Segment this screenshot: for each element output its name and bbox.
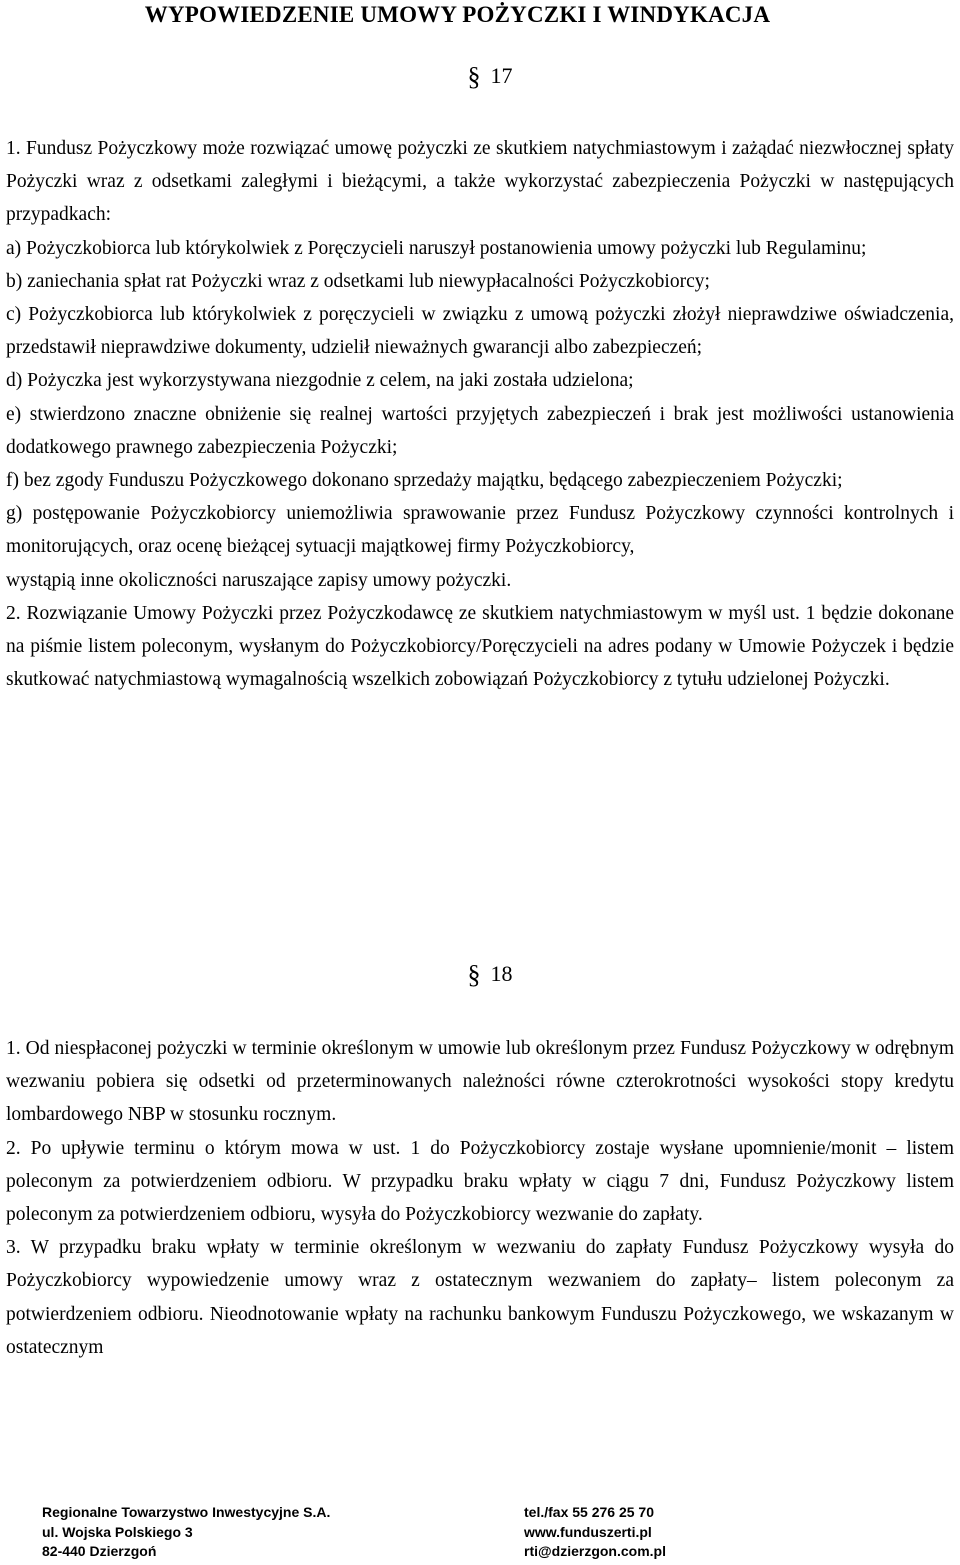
section-sign-icon: §: [467, 62, 481, 91]
paragraph: 1. Fundusz Pożyczkowy może rozwiązać umowę pożyczki ze skutkiem natychmiastowym i zażądać niezwłocznej spłaty Pożyczki wraz z odsetkami zaległymi i bieżącymi, a także wykorzystać zabezpieczenia Pożyczki w następujących przypadkach:: [6, 138, 954, 226]
list-item-c: c) Pożyczkobiorca lub którykolwiek z poręczycieli w związku z umową pożyczki złożył nieprawdziwe oświadczenia, przedstawił nieprawdziwe dokumenty, udzielił nieważnych gwarancji albo zabezpieczeń;: [6, 304, 954, 359]
paragraph: 2. Po upływie terminu o którym mowa w ust. 1 do Pożyczkobiorcy zostaje wysłane upomnienie/monit – listem poleconym za potwierdzeniem odbioru. W przypadku braku wpłaty w ciągu 7 dni, Fundusz Pożyczkowy listem poleconym za potwierdzeniem odbioru, wysyła do Pożyczkobiorcy wezwanie do zapłaty.: [6, 1137, 954, 1226]
section-heading-18: [0, 960, 960, 990]
footer-phone: tel./fax 55 276 25 70: [524, 1504, 654, 1520]
section-17-body: [6, 132, 954, 696]
section-number: 18: [490, 961, 513, 986]
list-item-f: f) bez zgody Funduszu Pożyczkowego dokonano sprzedaży majątku, będącego zabezpieczeniem Pożyczki;: [6, 470, 843, 492]
section-18-body: [6, 1032, 954, 1364]
footer-website[interactable]: www.funduszerti.pl: [524, 1523, 652, 1540]
section-heading-17: [0, 62, 960, 92]
list-item-b: b) zaniechania spłat rat Pożyczki wraz z odsetkami lub niewypłacalności Pożyczkobiorcy;: [6, 270, 710, 292]
footer-street: ul. Wojska Polskiego 3: [42, 1523, 193, 1540]
footer-company: Regionalne Towarzystwo Inwestycyjne S.A.: [42, 1504, 331, 1520]
section-sign-icon: §: [467, 960, 481, 989]
paragraph: 3. W przypadku braku wpłaty w terminie określonym w wezwaniu do zapłaty Fundusz Pożyczkowy wysyła do Pożyczkobiorcy wypowiedzenie umowy wraz z ostatecznym wezwaniem do zapłaty– listem poleconym za potwierdzeniem odbioru. Nieodnotowanie wpłaty na rachunku bankowym Funduszu Pożyczkowego, we wskazanym w ostatecznym: [6, 1237, 954, 1358]
footer-city: 82-440 Dzierzgoń: [42, 1543, 157, 1559]
footer-address: [42, 1503, 330, 1562]
list-item-a: a) Pożyczkobiorca lub którykolwiek z Poręczycieli naruszył postanowienia umowy pożyczki lub Regulaminu;: [6, 237, 867, 259]
list-item-e: e) stwierdzono znaczne obniżenie się realnej wartości przyjętych zabezpieczeń i brak jest możliwości ustanowienia dodatkowego prawnego zabezpieczenia Pożyczki;: [6, 403, 954, 458]
page-footer: [0, 1503, 960, 1565]
document-title: WYPOWIEDZENIE UMOWY POŻYCZKI I WINDYKACJA: [144, 2, 771, 27]
list-item-g: g) postępowanie Pożyczkobiorcy uniemożliwia sprawowanie przez Fundusz Pożyczkowy czynności kontrolnych i monitorujących, oraz ocenę bieżącej sytuacji majątkowej firmy Pożyczkobiorcy,: [6, 503, 954, 558]
paragraph: 2. Rozwiązanie Umowy Pożyczki przez Pożyczkodawcę ze skutkiem natychmiastowym w myśl ust. 1 będzie dokonane na piśmie listem poleconym, wysłanym do Pożyczkobiorcy/Poręczycieli na adres podany w Umowie Pożyczek i będzie skutkować natychmiastową wymagalnością wszelkich zobowiązań Pożyczkobiorcy z tytułu udzielonej Pożyczki.: [6, 602, 954, 691]
list-item-closing: wystąpią inne okoliczności naruszające zapisy umowy pożyczki.: [6, 569, 512, 591]
footer-email[interactable]: rti@dzierzgon.com.pl: [524, 1543, 666, 1559]
paragraph: 1. Od niespłaconej pożyczki w terminie określonym w umowie lub określonym przez Fundusz Pożyczkowy w odrębnym wezwaniu pobiera się odsetki od przeterminowanych należności równe czterokrotności wysokości stopy kredytu lombardowego NBP w stosunku rocznym.: [6, 1038, 954, 1126]
list-item-d: d) Pożyczka jest wykorzystywana niezgodnie z celem, na jaki została udzielona;: [6, 370, 634, 392]
footer-contact: [524, 1503, 666, 1562]
section-number: 17: [490, 63, 513, 88]
